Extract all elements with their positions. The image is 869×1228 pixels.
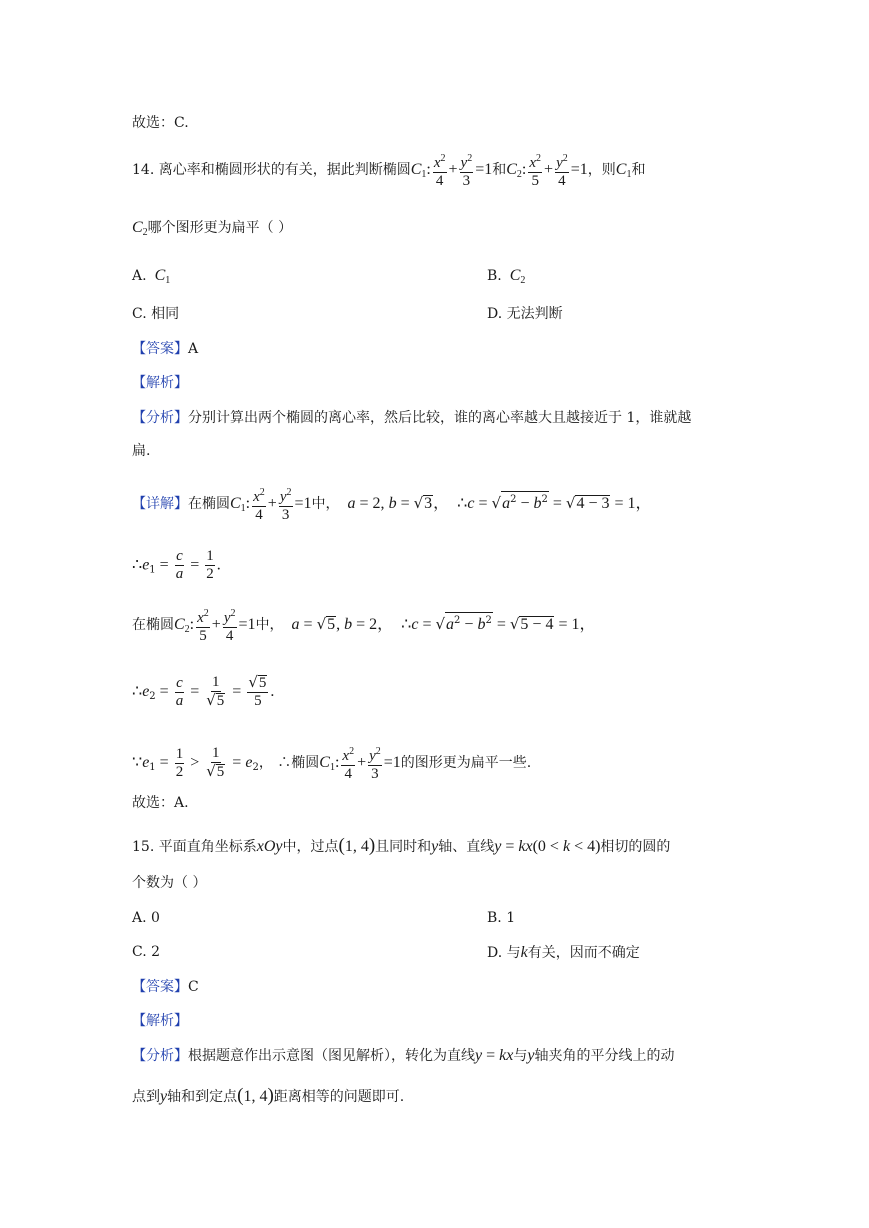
conclusion-line-a: 故选：A. <box>132 795 189 811</box>
q14-then: ，则 <box>587 162 616 178</box>
q14-stem-line2 <box>132 220 292 238</box>
q14-compare: $\because e_1$ = $\frac{1}{2}$ > $\frac{1}{√5}$ = $e_2$， ∴椭圆$C_1$: $\frac{x^2}{4}$ + $\frac{y^2}{3}$ =1的图形更为扁平一些. <box>132 745 532 782</box>
math-frac: $\frac{x^2}{5}$ <box>528 150 542 190</box>
q14-option-d: D. 无法判断 <box>487 306 563 322</box>
q14-analysis: 【分析】分别计算出两个椭圆的离心率，然后比较，谁的离心率越大且越接近于 1，谁就越 <box>132 410 692 426</box>
q14-stem-text: 14. 离心率和椭圆形状的有关，据此判断椭圆 <box>132 162 411 178</box>
math-c2: $C_2$ <box>509 267 526 286</box>
q14-e1: $\therefore e_1$ = $\frac{c}{a}$ = $\frac{1}{2}$ . <box>132 548 221 582</box>
q15-stem-line2: 个数为（ ） <box>132 875 207 891</box>
q14-analysis-line2: 扁. <box>132 443 151 459</box>
q14-e2: $\therefore e_2$ = $\frac{c}{a}$ = $\frac{1}{√5}$ = $\frac{√5}{5}$ . <box>132 673 275 709</box>
q14-explain-heading: 【解析】 <box>132 375 188 391</box>
q15-option-b: B. 1 <box>487 910 516 926</box>
q14-and2: 和 <box>631 162 646 178</box>
q14-detail-c1: 【详解】在椭圆$C_1$: $\frac{x^2}{4}$ + $\frac{y^2}{3}$ =1中， a = 2, b = √3， ∴c = $√a^2 - b^2 = √4 - 3 = 1$， <box>132 484 652 524</box>
math-frac: $\frac{y^2}{3}$ <box>460 150 474 190</box>
q14-stem-text2: 哪个图形更为扁平（ ） <box>147 220 293 236</box>
q14-detail-c2: 在椭圆$C_2$: $\frac{x^2}{5}$ + $\frac{y^2}{4}$ =1中， a = √5, b = 2， ∴c = $√a^2 - b^2 = √5 - 4 = 1$， <box>132 605 595 645</box>
math-c2: $C_2$ <box>132 219 148 238</box>
math-frac: $\frac{y^2}{4}$ <box>555 150 569 190</box>
q15-option-d: D. 与k有关，因而不确定 <box>487 944 640 961</box>
q14-answer: 【答案】A <box>132 341 199 357</box>
q14-and: 和 <box>492 162 507 178</box>
q14-option-b: B. $C_2$ <box>487 267 526 286</box>
q14-option-a: A. $C_1$ <box>132 267 171 286</box>
conclusion-line: 故选：C. <box>132 115 189 131</box>
q15-stem: 15. 平面直角坐标系xOy中，过点(1, 4)且同时和y轴、直线y = kx(0 < k < 4)相切的圆的 <box>132 835 671 856</box>
q14-stem: 14. 离心率和椭圆形状的有关，据此判断椭圆$C_1$: $\frac{x^2}{4}$ + $\frac{y^2}{3}$ =1和$C_2$: $\frac{x^2}{5}$ + $\frac{y^2}{4}$ =1，则$C_1$和 <box>132 150 645 190</box>
q15-explain-heading: 【解析】 <box>132 1013 188 1029</box>
q15-answer: 【答案】C <box>132 979 199 995</box>
math-c1: $C_1$ <box>615 161 632 180</box>
q15-option-a: A. 0 <box>132 910 160 926</box>
q15-option-c: C. 2 <box>132 944 161 960</box>
math-c1: $C_1$ <box>410 161 427 180</box>
math-c2: $C_2$ <box>506 161 522 180</box>
q15-analysis-line2: 点到y轴和到定点(1, 4)距离相等的问题即可. <box>132 1085 405 1106</box>
math-c1: $C_1$ <box>154 267 171 286</box>
q15-analysis: 【分析】根据题意作出示意图（图见解析），转化为直线y = kx与y轴夹角的平分线上的动 <box>132 1047 675 1064</box>
q14-option-c: C. 相同 <box>132 306 180 322</box>
math-frac: $\frac{x^2}{4}$ <box>433 150 447 190</box>
